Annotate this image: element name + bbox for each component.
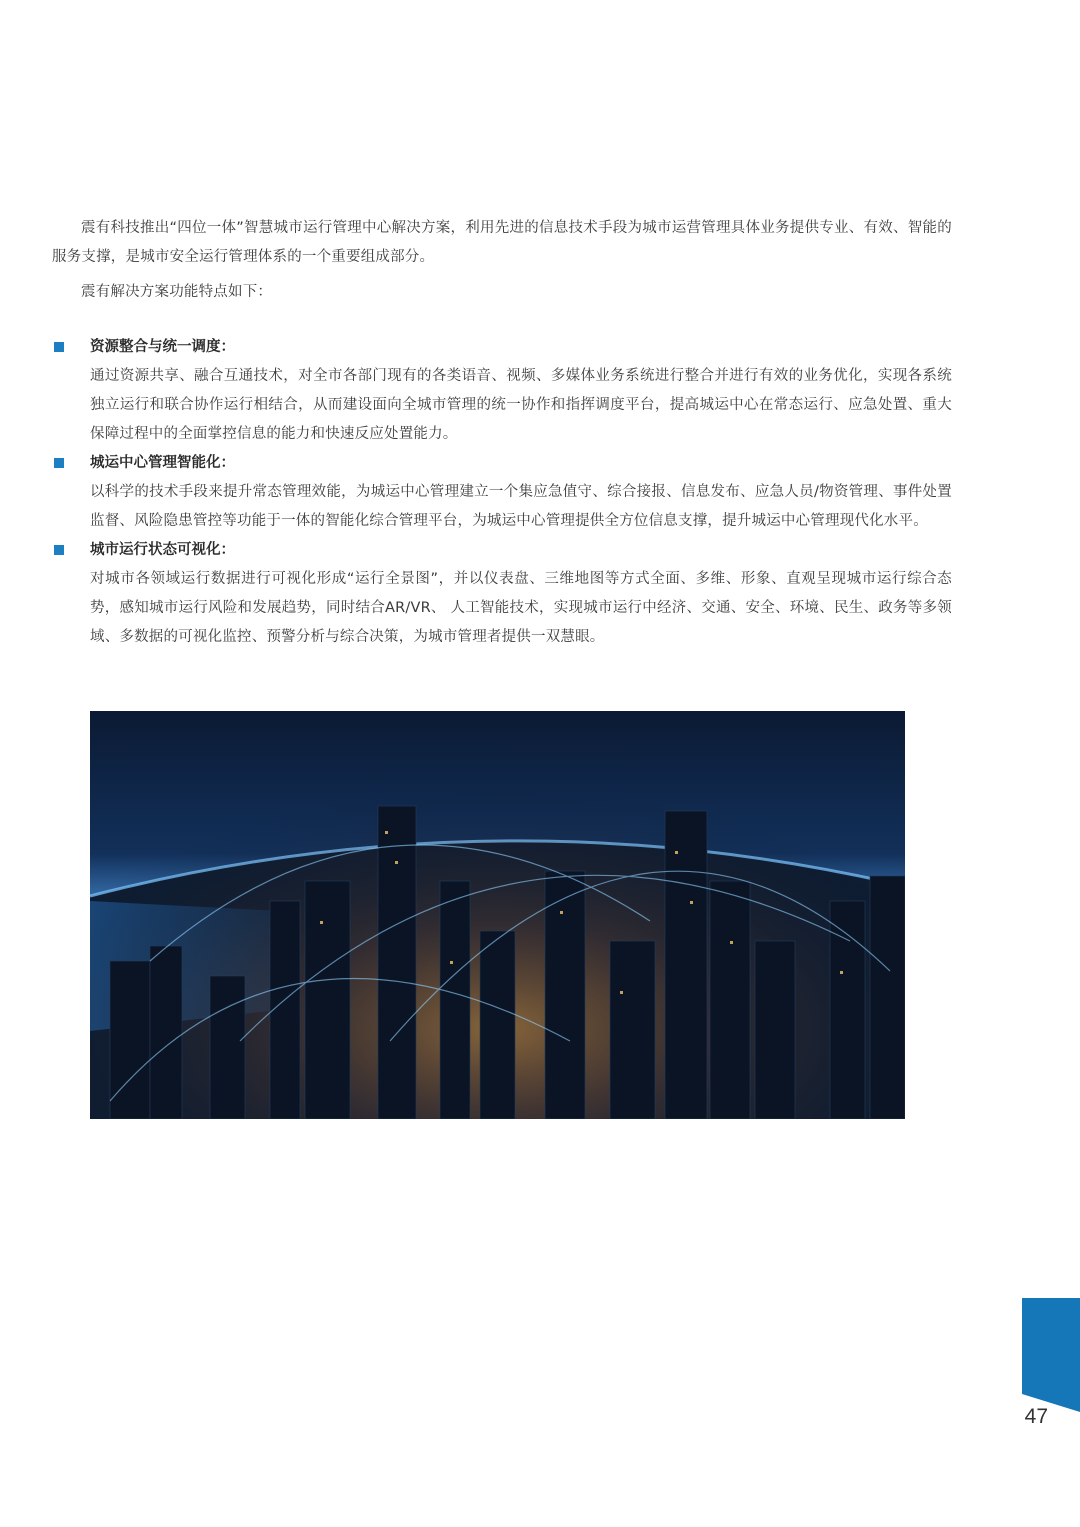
square-bullet-icon bbox=[54, 458, 64, 468]
feature-body: 通过资源共享、融合互通技术，对全市各部门现有的各类语音、视频、多媒体业务系统进行整合并进行有效的业务优化，实现各系统独立运行和联合协作运行相结合，从而建设面向全城市管理的统一协作和指挥调度平台，提高城运中心在常态运行、应急处置、重大保障过程中的全面掌控信息的能力和快速反应处置能力。 bbox=[90, 368, 952, 442]
feature-title: 城市运行状态可视化： bbox=[90, 542, 235, 558]
feature-title: 资源整合与统一调度： bbox=[90, 339, 235, 355]
page-corner-tab bbox=[1022, 1298, 1080, 1412]
page-number: 47 bbox=[1024, 1405, 1048, 1428]
intro-paragraph: 震有科技推出“四位一体”智慧城市运行管理中心解决方案，利用先进的信息技术手段为城市运营管理具体业务提供专业、有效、智能的服务支撑，是城市安全运行管理体系的一个重要组成部分。 bbox=[52, 220, 952, 265]
article-body bbox=[52, 214, 952, 652]
feature-title: 城运中心管理智能化： bbox=[90, 455, 235, 471]
city-skyline-photo bbox=[90, 711, 905, 1119]
feature-list bbox=[52, 333, 952, 652]
feature-item bbox=[52, 333, 952, 449]
square-bullet-icon bbox=[54, 342, 64, 352]
square-bullet-icon bbox=[54, 545, 64, 555]
feature-body: 以科学的技术手段来提升常态管理效能，为城运中心管理建立一个集应急值守、综合接报、信息发布、应急人员/物资管理、事件处置监督、风险隐患管控等功能于一体的智能化综合管理平台，为城运中心管理提供全方位信息支撑，提升城运中心管理现代化水平。 bbox=[90, 484, 952, 529]
intro-lead: 震有解决方案功能特点如下： bbox=[81, 284, 273, 300]
feature-item bbox=[52, 449, 952, 536]
feature-item bbox=[52, 536, 952, 652]
feature-body: 对城市各领域运行数据进行可视化形成“运行全景图”，并以仪表盘、三维地图等方式全面、多维、形象、直观呈现城市运行综合态势，感知城市运行风险和发展趋势，同时结合AR/VR、 人工智能技术，实现城市运行中经济、交通、安全、环境、民生、政务等多领域、多数据的可视化监控、预警分析与综合决策，为城市管理者提供一双慧眼。 bbox=[90, 571, 952, 645]
